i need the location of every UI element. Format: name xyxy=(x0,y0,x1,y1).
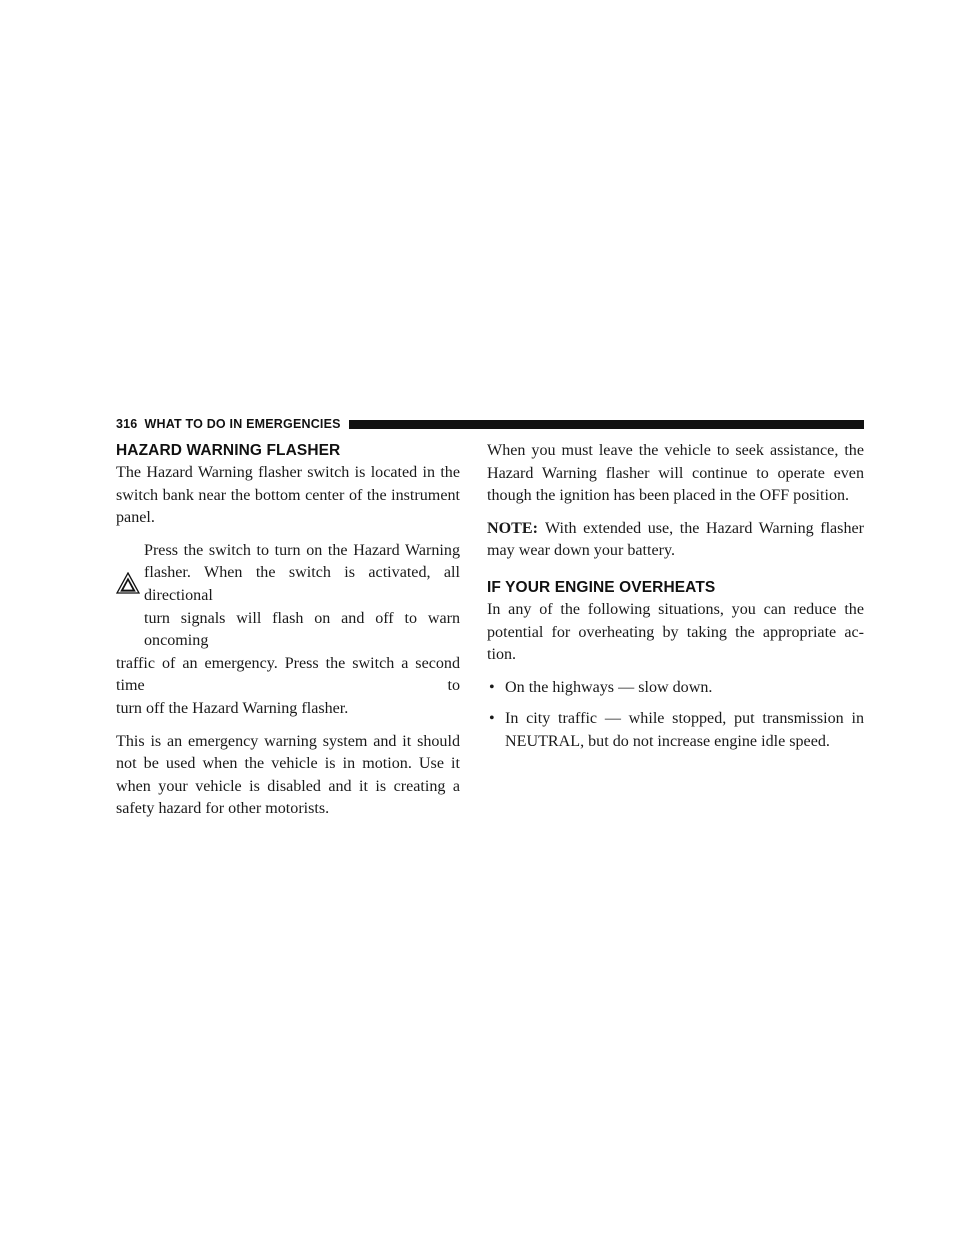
emergency-system-paragraph: This is an emergency warning system and it should not be used when the vehicle is in motion. Use it when your vehicle is disabled and it is creating a safety hazard for other motorists. xyxy=(116,732,460,818)
note-paragraph xyxy=(487,518,864,563)
warning-triangle-icon xyxy=(116,572,140,594)
list-item-text: On the highways — slow down. xyxy=(505,678,713,696)
header-rule xyxy=(349,420,864,429)
note-label: NOTE: xyxy=(487,519,538,537)
section-title: WHAT TO DO IN EMERGENCIES xyxy=(144,417,341,431)
overheating-list xyxy=(487,677,864,754)
warning-line: Press the switch to turn on the Hazard Warning xyxy=(144,541,460,559)
warning-block xyxy=(116,540,460,721)
warning-line: traffic of an emergency. Press the switch a second time to xyxy=(116,654,460,695)
list-item xyxy=(487,677,864,700)
page-header xyxy=(116,416,864,432)
overheating-intro-paragraph: In any of the following situations, you can reduce the potential for overheating by taking the appropriate ac- tion. xyxy=(487,600,864,664)
right-column xyxy=(487,440,864,763)
warning-line: flasher. When the switch is activated, all directional xyxy=(144,564,460,604)
bullet-icon: • xyxy=(489,710,495,728)
warning-line: turn off the Hazard Warning flasher. xyxy=(116,699,349,717)
hazard-warning-heading: HAZARD WARNING FLASHER xyxy=(116,442,341,459)
bullet-icon: • xyxy=(489,678,495,696)
note-text: With extended use, the Hazard Warning flasher may wear down your battery. xyxy=(487,519,864,560)
list-item-text: In city traffic — while stopped, put transmission in NEUTRAL, but do not increase engine idle speed. xyxy=(505,710,864,750)
leave-vehicle-paragraph: When you must leave the vehicle to seek assistance, the Hazard Warning flasher will continue to operate even though the ignition has been placed in the OFF position. xyxy=(487,442,864,505)
page-number: 316 xyxy=(116,417,138,431)
engine-overheats-heading: IF YOUR ENGINE OVERHEATS xyxy=(487,578,716,596)
hazard-intro-paragraph: The Hazard Warning flasher switch is located in the switch bank near the bottom center of the instrument panel. xyxy=(116,464,460,527)
left-column xyxy=(116,440,460,831)
list-item xyxy=(487,708,864,753)
warning-line: turn signals will flash on and off to warn oncoming xyxy=(144,609,460,650)
